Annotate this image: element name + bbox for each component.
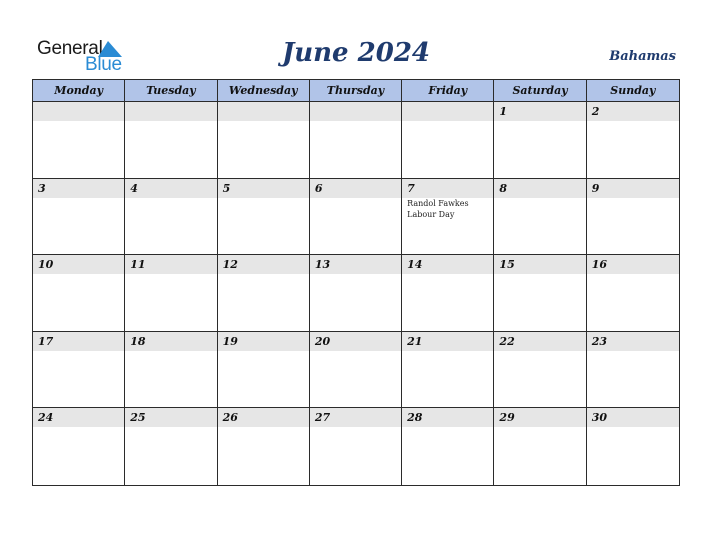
day-cell bbox=[310, 255, 402, 332]
day-number: 22 bbox=[499, 334, 515, 348]
day-number: 4 bbox=[130, 181, 138, 195]
day-cell bbox=[310, 408, 402, 485]
day-number-bar bbox=[587, 102, 679, 121]
day-number: 15 bbox=[499, 258, 515, 272]
day-cell bbox=[125, 255, 217, 332]
country-label: Bahamas bbox=[609, 49, 676, 64]
day-number-bar bbox=[33, 332, 124, 351]
day-cell bbox=[218, 332, 310, 409]
day-number: 27 bbox=[314, 411, 331, 425]
calendar-grid bbox=[32, 79, 680, 486]
day-number-bar bbox=[310, 332, 401, 351]
weekday-header-sunday: Sunday bbox=[587, 80, 679, 102]
day-cell bbox=[218, 255, 310, 332]
day-number: 8 bbox=[499, 181, 508, 195]
day-cell bbox=[494, 255, 586, 332]
day-number-bar bbox=[125, 179, 216, 198]
day-number-bar bbox=[33, 408, 124, 427]
day-number: 23 bbox=[591, 334, 608, 348]
day-number-bar bbox=[402, 255, 493, 274]
logo-text-general: General bbox=[37, 38, 103, 59]
day-cell bbox=[494, 332, 586, 409]
holiday-event: Randol Fawkes bbox=[407, 198, 469, 208]
day-number: 21 bbox=[407, 334, 423, 348]
day-cell bbox=[587, 255, 679, 332]
day-cell bbox=[125, 332, 217, 409]
day-number-bar bbox=[310, 408, 401, 427]
day-number-bar bbox=[125, 255, 216, 274]
day-number: 29 bbox=[499, 411, 515, 425]
day-number: 18 bbox=[130, 334, 146, 348]
day-number-bar bbox=[218, 408, 309, 427]
day-cell bbox=[402, 332, 494, 409]
day-cell bbox=[587, 179, 679, 256]
day-cell bbox=[402, 179, 494, 256]
weekday-header-saturday: Saturday bbox=[494, 80, 586, 102]
day-number-bar bbox=[125, 332, 216, 351]
day-cell bbox=[218, 179, 310, 256]
day-number: 2 bbox=[591, 105, 600, 118]
day-number-bar bbox=[310, 255, 401, 274]
day-number-bar bbox=[494, 408, 585, 427]
day-number-bar bbox=[587, 255, 679, 274]
weekday-header-wednesday: Wednesday bbox=[218, 80, 310, 102]
day-cell bbox=[218, 102, 310, 179]
logo-text-blue: Blue bbox=[85, 54, 122, 75]
day-cell bbox=[587, 408, 679, 485]
day-cell bbox=[125, 179, 217, 256]
day-number: 6 bbox=[314, 181, 323, 195]
day-number-bar bbox=[402, 102, 493, 121]
day-number: 10 bbox=[38, 258, 54, 272]
day-number: 30 bbox=[591, 411, 608, 425]
day-number: 16 bbox=[591, 258, 608, 272]
weekday-header-thursday: Thursday bbox=[310, 80, 402, 102]
day-number: 26 bbox=[222, 411, 238, 425]
day-number: 9 bbox=[591, 181, 600, 195]
day-cell bbox=[218, 408, 310, 485]
day-number-bar bbox=[402, 408, 493, 427]
day-number-bar bbox=[33, 102, 124, 121]
day-number-bar bbox=[587, 179, 679, 198]
day-number: 12 bbox=[222, 258, 238, 272]
day-cell bbox=[125, 102, 217, 179]
day-number-bar bbox=[218, 102, 309, 121]
day-number-bar bbox=[494, 332, 585, 351]
day-number: 20 bbox=[314, 334, 331, 348]
day-cell bbox=[494, 179, 586, 256]
day-cell bbox=[33, 332, 125, 409]
day-number: 7 bbox=[407, 181, 415, 195]
weekday-header-monday: Monday bbox=[33, 80, 125, 102]
event-list bbox=[402, 198, 493, 220]
day-cell bbox=[587, 102, 679, 179]
day-cell bbox=[402, 102, 494, 179]
day-cell bbox=[402, 408, 494, 485]
weekday-header-friday: Friday bbox=[402, 80, 494, 102]
page-title: June 2024 bbox=[281, 38, 431, 68]
day-number-bar bbox=[125, 408, 216, 427]
day-number-bar bbox=[494, 102, 585, 121]
day-number-bar bbox=[33, 179, 124, 198]
day-number: 24 bbox=[38, 411, 54, 425]
day-number: 14 bbox=[407, 258, 423, 272]
day-cell bbox=[33, 408, 125, 485]
day-cell bbox=[494, 102, 586, 179]
day-number: 25 bbox=[130, 411, 146, 425]
day-number: 5 bbox=[222, 181, 231, 195]
day-number: 3 bbox=[38, 181, 46, 195]
day-number-bar bbox=[402, 332, 493, 351]
day-cell bbox=[33, 179, 125, 256]
day-number-bar bbox=[218, 332, 309, 351]
day-number-bar bbox=[310, 179, 401, 198]
day-cell bbox=[494, 408, 586, 485]
day-number-bar bbox=[587, 408, 679, 427]
day-cell bbox=[33, 102, 125, 179]
day-number-bar bbox=[402, 179, 493, 198]
day-number-bar bbox=[494, 255, 585, 274]
day-number: 17 bbox=[38, 334, 54, 348]
day-number-bar bbox=[218, 179, 309, 198]
day-number: 11 bbox=[130, 258, 146, 272]
day-number-bar bbox=[33, 255, 124, 274]
day-number: 19 bbox=[222, 334, 238, 348]
day-cell bbox=[310, 179, 402, 256]
day-cell bbox=[310, 332, 402, 409]
day-number-bar bbox=[125, 102, 216, 121]
day-cell bbox=[587, 332, 679, 409]
day-number: 28 bbox=[407, 411, 423, 425]
day-number-bar bbox=[310, 102, 401, 121]
holiday-event: Labour Day bbox=[407, 209, 455, 219]
day-number-bar bbox=[218, 255, 309, 274]
day-number: 13 bbox=[314, 258, 331, 272]
day-cell bbox=[402, 255, 494, 332]
day-number-bar bbox=[494, 179, 585, 198]
day-number: 1 bbox=[499, 105, 508, 118]
day-cell bbox=[310, 102, 402, 179]
weekday-header-tuesday: Tuesday bbox=[125, 80, 217, 102]
day-cell bbox=[33, 255, 125, 332]
day-cell bbox=[125, 408, 217, 485]
day-number-bar bbox=[587, 332, 679, 351]
